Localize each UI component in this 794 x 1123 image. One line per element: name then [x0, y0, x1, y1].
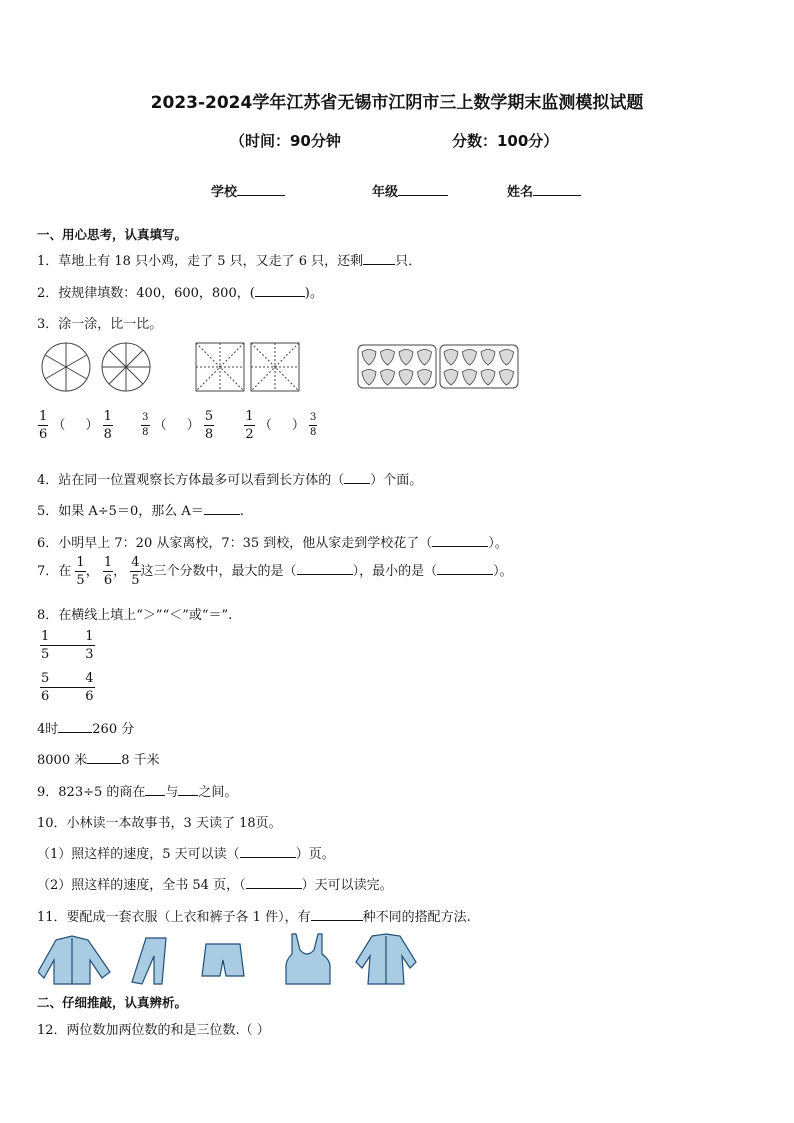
school-field: 学校 [211, 181, 285, 200]
strawberry-icon [362, 350, 376, 366]
question-8: 8．在横线上填上“＞”“＜”或“＝”. [37, 608, 233, 623]
question-3: 3．涂一涂，比一比。 [37, 317, 163, 332]
exam-score: 分数：100分） [452, 132, 559, 150]
question-9: 9．823÷5 的商在 与 之间。 [37, 785, 238, 800]
grade-field: 年级 [372, 181, 448, 200]
coat-icon [356, 934, 416, 984]
question-4: 4．站在同一位置观察长方体最多可以看到长方体的（ ）个面。 [37, 473, 423, 488]
fraction: $\frac{4}{6}$ [85, 671, 94, 704]
strawberry-icon [500, 370, 514, 386]
question-7: 7．在 $\frac{1}{5}$ ， $\frac{1}{6}$ ， $\frac{4}{5}$ 这三个分数中，最大的是（ ），最小的是（ ）。 [37, 555, 513, 588]
shorts-icon [202, 944, 244, 976]
q8-compare-4: 8000 米 8 千米 [37, 753, 160, 768]
page-title: 2023-2024学年江苏省无锡市江阴市三上数学期末监测模拟试题 [150, 93, 644, 113]
fraction: $\frac{1}{2}$ [245, 409, 254, 442]
q3-figures [40, 342, 300, 394]
square-figure-2 [251, 343, 299, 391]
question-5: 5．如果 A÷5＝0，那么 A＝ . [37, 504, 244, 519]
strawberry-icon [481, 350, 495, 366]
section-heading-1: 一、用心思考，认真填写。 [37, 227, 188, 242]
circle-figure-2 [102, 343, 150, 391]
question-2: 2．按规律填数：400，600，800，( )。 [37, 286, 323, 301]
fraction: $\frac{1}{3}$ [85, 629, 94, 662]
strawberry-icon [500, 350, 514, 366]
q8-compare-3: 4时 260 分 [37, 722, 135, 737]
q8-compare-1 [40, 630, 95, 661]
square-figure-1 [196, 343, 244, 391]
question-6: 6．小明早上 7：20 从家离校，7：35 到校，他从家走到学校花了（ ）。 [37, 536, 508, 551]
strawberry-icon [463, 370, 477, 386]
q8-compare-2 [40, 672, 95, 703]
fraction: $\frac{1}{5}$ [41, 629, 50, 662]
strawberry-icon [399, 350, 413, 366]
strawberry-icon [418, 370, 432, 386]
q11-clothing-pictures [38, 932, 418, 990]
fraction: $\frac{1}{6}$ [39, 409, 48, 442]
fraction: $\frac{3}{8}$ [310, 412, 317, 438]
question-10-part-1: （1）照这样的速度，5 天可以读（ ）页。 [37, 847, 335, 862]
section-heading-2: 二、仔细推敲，认真辨析。 [37, 995, 188, 1010]
strawberry-icon [444, 350, 458, 366]
strawberry-icon [381, 370, 395, 386]
strawberry-icon [418, 350, 432, 366]
q3-fraction-row: $\frac{1}{6}$ （ ） $\frac{1}{8}$ $\frac{3}{8}$ （ ） $\frac{5}{8}$ $\frac{1}{2}$ （ ） $\frac{3}{8}$ [39, 409, 317, 442]
strawberry-icon [481, 370, 495, 386]
question-10: 10．小林读一本故事书，3 天读了 18页。 [37, 816, 282, 831]
question-10-part-2: （2）照这样的速度，全书 54 页，（ ）天可以读完。 [37, 878, 393, 893]
strawberry-icon [444, 370, 458, 386]
strawberry-icon [381, 350, 395, 366]
strawberry-icon [399, 370, 413, 386]
strawberry-icon [362, 370, 376, 386]
fraction: $\frac{5}{8}$ [204, 409, 214, 442]
fraction: $\frac{5}{6}$ [41, 671, 50, 704]
fraction: $\frac{4}{5}$ [131, 555, 140, 588]
circle-figure-1 [42, 343, 90, 391]
fraction: $\frac{1}{6}$ [103, 555, 113, 588]
fraction: $\frac{1}{8}$ [103, 409, 112, 442]
trousers-icon [132, 938, 166, 984]
vest-icon [286, 934, 330, 984]
fraction: $\frac{3}{8}$ [142, 412, 149, 438]
question-1: 1．草地上有 18 只小鸡，走了 5 只，又走了 6 只，还剩 只． [37, 254, 422, 269]
question-11: 11．要配成一套衣服（上衣和裤子各 1 件），有 种不同的搭配方法. [37, 910, 471, 925]
question-12: 12．两位数加两位数的和是三位数.（ ） [37, 1023, 270, 1038]
exam-time: （时间：90分钟 [230, 132, 341, 150]
fraction: $\frac{1}{5}$ [76, 555, 85, 588]
strawberry-icon [463, 350, 477, 366]
strawberry-boxes [357, 344, 519, 390]
jacket-icon [38, 936, 110, 984]
name-field: 姓名 [507, 181, 581, 200]
